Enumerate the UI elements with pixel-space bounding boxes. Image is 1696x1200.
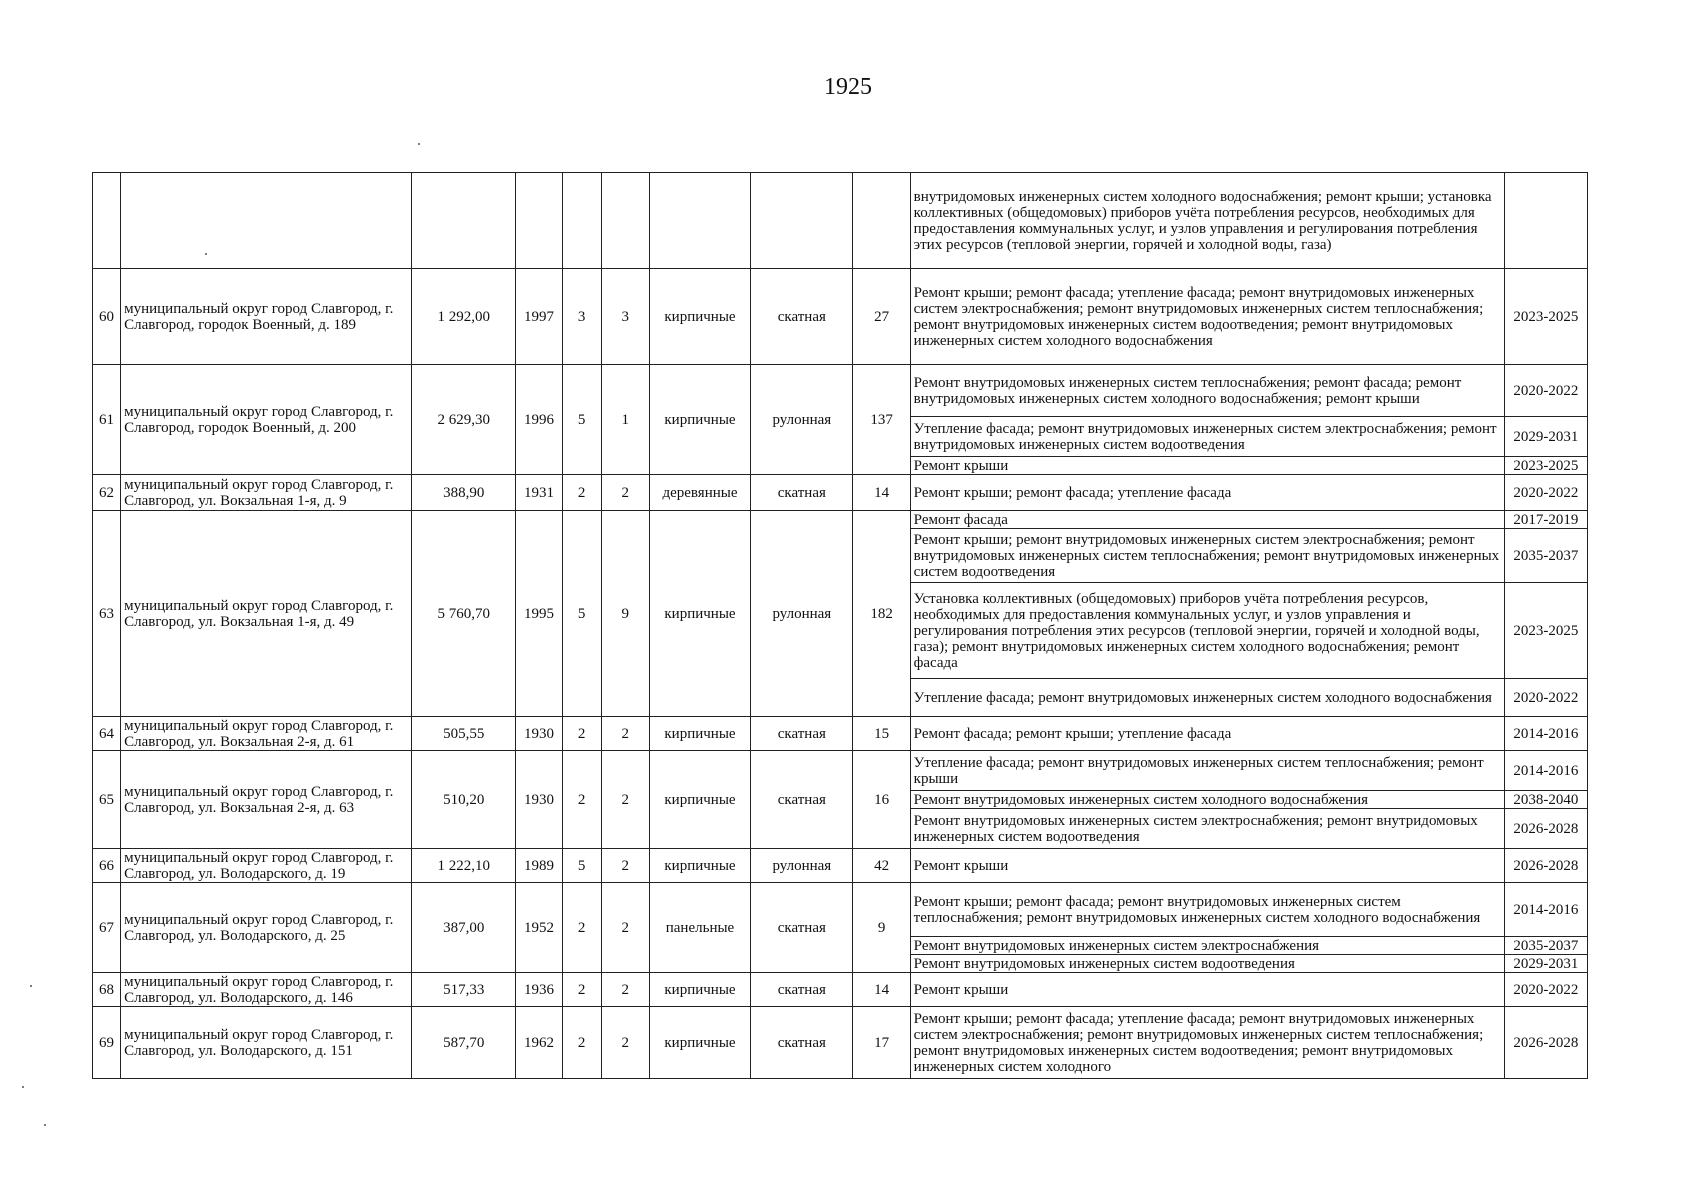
entrances-cell: 2 — [601, 849, 649, 883]
roof-type-cell: скатная — [751, 475, 853, 511]
area-cell: 388,90 — [412, 475, 516, 511]
row-number: 60 — [93, 269, 121, 365]
address-cell: муниципальный округ город Славгород, г. Славгород, ул. Вокзальная 2-я, д. 61 — [121, 717, 412, 751]
residents-cell: 182 — [853, 511, 910, 717]
entrances-cell: 3 — [601, 269, 649, 365]
roof-type-cell: скатная — [751, 973, 853, 1007]
residents-cell: 137 — [853, 365, 910, 475]
row-number: 67 — [93, 883, 121, 973]
page-number: 1925 — [824, 74, 872, 100]
wall-material-cell: кирпичные — [649, 717, 750, 751]
area-cell: 510,20 — [412, 751, 516, 849]
period-cell: 2014-2016 — [1504, 717, 1587, 751]
roof-type-cell: рулонная — [751, 511, 853, 717]
works-cell: Ремонт крыши; ремонт фасада; утепление фасада; ремонт внутридомовых инженерных систем электроснабжения; ремонт внутридомовых инженерных систем теплоснабжения; ремонт внутридомовых инженерных систем водоотведения; ремонт внутридомовых инженерных систем холодного водоснабжения — [910, 269, 1504, 365]
entrances-cell: 2 — [601, 883, 649, 973]
period-cell: 2014-2016 — [1504, 751, 1587, 791]
period-cell: 2023-2025 — [1504, 583, 1587, 679]
floors-cell: 2 — [562, 717, 601, 751]
year-cell: 1936 — [516, 973, 562, 1007]
roof-type-cell: скатная — [751, 883, 853, 973]
area-cell: 1 222,10 — [412, 849, 516, 883]
roof-type-cell: рулонная — [751, 365, 853, 475]
period-cell: 2026-2028 — [1504, 849, 1587, 883]
row-number: 68 — [93, 973, 121, 1007]
wall-material-cell: кирпичные — [649, 973, 750, 1007]
works-cell: Ремонт внутридомовых инженерных систем холодного водоснабжения — [910, 791, 1504, 809]
table-row — [93, 883, 1588, 937]
area-cell: 2 629,30 — [412, 365, 516, 475]
period-cell: 2029-2031 — [1504, 955, 1587, 973]
year-cell: 1930 — [516, 751, 562, 849]
entrances-cell: 2 — [601, 475, 649, 511]
year-cell: 1930 — [516, 717, 562, 751]
table-row — [93, 973, 1588, 1007]
entrances-cell: 9 — [601, 511, 649, 717]
works-cell: Ремонт крыши; ремонт внутридомовых инженерных систем электроснабжения; ремонт внутридомовых инженерных систем теплоснабжения; ремонт внутридомовых инженерных систем водоотведения — [910, 529, 1504, 583]
floors-cell: 2 — [562, 883, 601, 973]
row-number: 66 — [93, 849, 121, 883]
address-cell: муниципальный округ город Славгород, г. Славгород, ул. Вокзальная 2-я, д. 63 — [121, 751, 412, 849]
residents-cell: 27 — [853, 269, 910, 365]
table-row — [93, 849, 1588, 883]
area-cell: 517,33 — [412, 973, 516, 1007]
entrances-cell — [601, 173, 649, 269]
row-number: 63 — [93, 511, 121, 717]
works-cell: Ремонт крыши — [910, 457, 1504, 475]
year-cell — [516, 173, 562, 269]
scan-speck — [44, 1124, 46, 1126]
table-row — [93, 717, 1588, 751]
residents-cell — [853, 173, 910, 269]
table-row — [93, 751, 1588, 791]
works-cell: Ремонт внутридомовых инженерных систем электроснабжения — [910, 937, 1504, 955]
year-cell: 1995 — [516, 511, 562, 717]
row-number: 62 — [93, 475, 121, 511]
scan-speck — [418, 143, 420, 145]
period-cell: 2014-2016 — [1504, 883, 1587, 937]
row-number: 69 — [93, 1007, 121, 1079]
entrances-cell: 2 — [601, 1007, 649, 1079]
address-cell: муниципальный округ город Славгород, г. Славгород, городок Военный, д. 200 — [121, 365, 412, 475]
works-cell: Утепление фасада; ремонт внутридомовых инженерных систем холодного водоснабжения — [910, 679, 1504, 717]
wall-material-cell: кирпичные — [649, 849, 750, 883]
row-number: 65 — [93, 751, 121, 849]
address-cell: муниципальный округ город Славгород, г. Славгород, ул. Вокзальная 1-я, д. 49 — [121, 511, 412, 717]
year-cell: 1952 — [516, 883, 562, 973]
works-cell: Утепление фасада; ремонт внутридомовых инженерных систем электроснабжения; ремонт внутридомовых инженерных систем водоотведения — [910, 417, 1504, 457]
wall-material-cell: кирпичные — [649, 511, 750, 717]
residents-cell: 14 — [853, 973, 910, 1007]
works-cell: Ремонт крыши — [910, 849, 1504, 883]
works-cell: Ремонт внутридомовых инженерных систем водоотведения — [910, 955, 1504, 973]
address-cell: муниципальный округ город Славгород, г. Славгород, городок Военный, д. 189 — [121, 269, 412, 365]
wall-material-cell — [649, 173, 750, 269]
period-cell: 2035-2037 — [1504, 529, 1587, 583]
table-row — [93, 365, 1588, 417]
area-cell: 387,00 — [412, 883, 516, 973]
row-number: 61 — [93, 365, 121, 475]
table-row — [93, 1007, 1588, 1079]
wall-material-cell: кирпичные — [649, 365, 750, 475]
works-cell: внутридомовых инженерных систем холодного водоснабжения; ремонт крыши; установка коллективных (общедомовых) приборов учёта потребления ресурсов, необходимых для предоставления коммунальных услуг, и узлов управления и регулирования потребления этих ресурсов (тепловой энергии, горячей и холодной воды, газа) — [910, 173, 1504, 269]
address-cell: муниципальный округ город Славгород, г. Славгород, ул. Володарского, д. 146 — [121, 973, 412, 1007]
address-cell: муниципальный округ город Славгород, г. Славгород, ул. Вокзальная 1-я, д. 9 — [121, 475, 412, 511]
residents-cell: 14 — [853, 475, 910, 511]
year-cell: 1989 — [516, 849, 562, 883]
area-cell: 587,70 — [412, 1007, 516, 1079]
table-body — [93, 173, 1588, 1079]
scan-speck — [30, 985, 32, 987]
row-number: 64 — [93, 717, 121, 751]
table-row — [93, 475, 1588, 511]
wall-material-cell: деревянные — [649, 475, 750, 511]
year-cell: 1931 — [516, 475, 562, 511]
period-cell: 2020-2022 — [1504, 365, 1587, 417]
residents-cell: 9 — [853, 883, 910, 973]
works-cell: Ремонт внутридомовых инженерных систем теплоснабжения; ремонт фасада; ремонт внутридомовых инженерных систем холодного водоснабжения; ремонт крыши — [910, 365, 1504, 417]
scan-speck — [22, 1086, 24, 1088]
roof-type-cell: рулонная — [751, 849, 853, 883]
residents-cell: 15 — [853, 717, 910, 751]
roof-type-cell: скатная — [751, 1007, 853, 1079]
works-cell: Ремонт крыши; ремонт фасада; утепление фасада — [910, 475, 1504, 511]
roof-type-cell: скатная — [751, 269, 853, 365]
works-cell: Ремонт крыши — [910, 973, 1504, 1007]
works-cell: Ремонт крыши; ремонт фасада; утепление фасада; ремонт внутридомовых инженерных систем электроснабжения; ремонт внутридомовых инженерных систем теплоснабжения; ремонт внутридомовых инженерных систем водоотведения; ремонт внутридомовых инженерных систем холодного — [910, 1007, 1504, 1079]
address-cell: муниципальный округ город Славгород, г. Славгород, ул. Володарского, д. 151 — [121, 1007, 412, 1079]
floors-cell: 2 — [562, 475, 601, 511]
floors-cell: 2 — [562, 973, 601, 1007]
entrances-cell: 2 — [601, 717, 649, 751]
table-row — [93, 269, 1588, 365]
floors-cell: 5 — [562, 365, 601, 475]
repair-schedule-table — [92, 172, 1588, 1079]
period-cell: 2035-2037 — [1504, 937, 1587, 955]
works-cell: Установка коллективных (общедомовых) приборов учёта потребления ресурсов, необходимых для предоставления коммунальных услуг, и узлов управления и регулирования потребления этих ресурсов (тепловой энергии, горячей и холодной воды, газа); ремонт внутридомовых инженерных систем холодного водоснабжения; ремонт фасада — [910, 583, 1504, 679]
area-cell — [412, 173, 516, 269]
floors-cell: 5 — [562, 511, 601, 717]
floors-cell: 2 — [562, 1007, 601, 1079]
entrances-cell: 1 — [601, 365, 649, 475]
area-cell: 5 760,70 — [412, 511, 516, 717]
period-cell: 2026-2028 — [1504, 1007, 1587, 1079]
address-cell — [121, 173, 412, 269]
roof-type-cell: скатная — [751, 751, 853, 849]
address-cell: муниципальный округ город Славгород, г. Славгород, ул. Володарского, д. 19 — [121, 849, 412, 883]
works-cell: Ремонт крыши; ремонт фасада; ремонт внутридомовых инженерных систем теплоснабжения; ремонт внутридомовых инженерных систем холодного водоснабжения — [910, 883, 1504, 937]
entrances-cell: 2 — [601, 973, 649, 1007]
period-cell: 2029-2031 — [1504, 417, 1587, 457]
wall-material-cell: кирпичные — [649, 751, 750, 849]
works-cell: Утепление фасада; ремонт внутридомовых инженерных систем теплоснабжения; ремонт крыши — [910, 751, 1504, 791]
year-cell: 1996 — [516, 365, 562, 475]
year-cell: 1962 — [516, 1007, 562, 1079]
table-row — [93, 173, 1588, 269]
wall-material-cell: кирпичные — [649, 1007, 750, 1079]
period-cell: 2026-2028 — [1504, 809, 1587, 849]
works-cell: Ремонт внутридомовых инженерных систем электроснабжения; ремонт внутридомовых инженерных систем водоотведения — [910, 809, 1504, 849]
period-cell: 2038-2040 — [1504, 791, 1587, 809]
period-cell — [1504, 173, 1587, 269]
residents-cell: 16 — [853, 751, 910, 849]
wall-material-cell: кирпичные — [649, 269, 750, 365]
area-cell: 505,55 — [412, 717, 516, 751]
roof-type-cell: скатная — [751, 717, 853, 751]
scan-speck — [205, 253, 207, 255]
entrances-cell: 2 — [601, 751, 649, 849]
roof-type-cell — [751, 173, 853, 269]
period-cell: 2020-2022 — [1504, 475, 1587, 511]
area-cell: 1 292,00 — [412, 269, 516, 365]
table-row — [93, 511, 1588, 529]
floors-cell: 5 — [562, 849, 601, 883]
works-cell: Ремонт фасада; ремонт крыши; утепление фасада — [910, 717, 1504, 751]
period-cell: 2020-2022 — [1504, 973, 1587, 1007]
period-cell: 2020-2022 — [1504, 679, 1587, 717]
period-cell: 2023-2025 — [1504, 457, 1587, 475]
address-cell: муниципальный округ город Славгород, г. Славгород, ул. Володарского, д. 25 — [121, 883, 412, 973]
year-cell: 1997 — [516, 269, 562, 365]
floors-cell — [562, 173, 601, 269]
period-cell: 2023-2025 — [1504, 269, 1587, 365]
floors-cell: 3 — [562, 269, 601, 365]
residents-cell: 17 — [853, 1007, 910, 1079]
works-cell: Ремонт фасада — [910, 511, 1504, 529]
residents-cell: 42 — [853, 849, 910, 883]
row-number — [93, 173, 121, 269]
floors-cell: 2 — [562, 751, 601, 849]
wall-material-cell: панельные — [649, 883, 750, 973]
period-cell: 2017-2019 — [1504, 511, 1587, 529]
